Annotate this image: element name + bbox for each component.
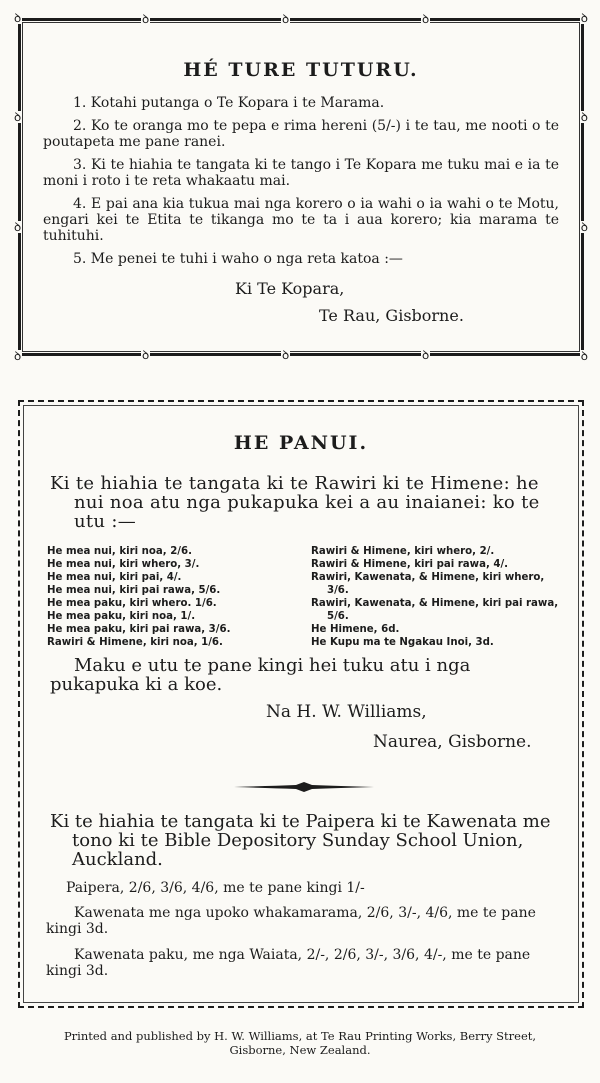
price-list-left xyxy=(47,545,309,649)
rule-item: 5. Me penei te tuhi i waho o nga reta katoa :— xyxy=(73,251,403,267)
list-item: He mea nui, kiri pai, 4/. xyxy=(47,572,182,583)
list-item: He mea paku, kiri pai rawa, 3/6. xyxy=(47,624,231,635)
price-line: Kawenata me nga upoko whakamarama, 2/6, 3/-, 4/6, me te pane kingi 3d. xyxy=(46,905,536,937)
border-ornament-icon: ꝺ xyxy=(142,348,150,362)
rule-item: 2. Ko te oranga mo te pepa e rima hereni (5/-) i te tau, me nooti o te poutapeta me pane ranei. xyxy=(43,118,559,150)
rules-content xyxy=(43,59,559,325)
price-line: Paipera, 2/6, 3/6, 4/6, me te pane kingi 1/- xyxy=(66,880,365,896)
rules-title: HÉ TURE TUTURU. xyxy=(183,59,419,81)
list-item: He mea nui, kiri noa, 2/6. xyxy=(47,546,192,557)
list-item: He mea nui, kiri whero, 3/. xyxy=(47,559,200,570)
border-ornament-icon: ꝺ xyxy=(422,348,430,362)
border-ornament-icon: ꝺ xyxy=(142,12,150,26)
border-ornament-icon: ꝺ xyxy=(282,348,290,362)
signature-name: Na H. W. Williams, xyxy=(266,702,427,722)
rule-item: 3. Ki te hiahia te tangata ki te tango i Te Kopara me tuku mai e ia te moni i roto i te reta whakaatu mai. xyxy=(43,157,559,189)
rule-item: 1. Kotahi putanga o Te Kopara i te Marama. xyxy=(73,95,385,111)
imprint-footer xyxy=(0,1029,600,1057)
price-line: Kawenata paku, me nga Waiata, 2/-, 2/6, 3/-, 3/6, 4/-, me te pane kingi 3d. xyxy=(46,947,531,979)
corner-ornament-icon: ꝺ xyxy=(580,349,588,363)
border-ornament-icon: ꝺ xyxy=(14,110,22,124)
border-ornament-icon: ꝺ xyxy=(580,110,588,124)
list-item: Rawiri & Himene, kiri pai rawa, 4/. xyxy=(311,559,509,570)
corner-ornament-icon: ꝺ xyxy=(580,11,588,25)
list-item: Rawiri, Kawenata, & Himene, kiri whero, 3/6. xyxy=(311,572,545,596)
notice-intro: Ki te hiahia te tangata ki te Rawiri ki te Himene: he nui noa atu nga pukapuka kei a au inaianei: ko te utu :— xyxy=(50,473,540,532)
diamond-divider-icon xyxy=(234,782,374,792)
address-line-1: Ki Te Kopara, xyxy=(235,279,345,298)
border-ornament-icon: ꝺ xyxy=(282,12,290,26)
notice-box xyxy=(18,400,584,1008)
imprint-line-2: Gisborne, New Zealand. xyxy=(229,1043,371,1057)
list-item: He Himene, 6d. xyxy=(311,624,400,635)
corner-ornament-icon: ꝺ xyxy=(14,11,22,25)
imprint-line-1: Printed and published by H. W. Williams, at Te Rau Printing Works, Berry Street, xyxy=(63,1029,537,1043)
list-item: Rawiri & Himene, kiri whero, 2/. xyxy=(311,546,495,557)
list-item: He mea paku, kiri noa, 1/. xyxy=(47,611,196,622)
list-item: Rawiri & Himene, kiri noa, 1/6. xyxy=(47,637,223,648)
border-ornament-icon: ꝺ xyxy=(422,12,430,26)
list-item: He mea nui, kiri pai rawa, 5/6. xyxy=(47,585,221,596)
rules-box xyxy=(14,11,588,363)
postage-note: Maku e utu te pane kingi hei tuku atu i nga pukapuka ki a koe. xyxy=(50,655,471,695)
list-item: Rawiri, Kawenata, & Himene, kiri pai rawa, 5/6. xyxy=(311,598,559,622)
notice-title: HE PANUI. xyxy=(233,432,369,454)
bible-notice: Ki te hiahia te tangata ki te Paipera ki te Kawenata me tono ki te Bible Depository Sunday School Union, Auckland. xyxy=(50,811,551,870)
list-item: He mea paku, kiri whero. 1/6. xyxy=(47,598,217,609)
rule-item: 4. E pai ana kia tukua mai nga korero o ia wahi o ia wahi o te Motu, engari kei te Etita te tikanga mo te ta i aua korero; kia marama te tuhituhi. xyxy=(43,196,559,244)
list-item: He Kupu ma te Ngakau Inoi, 3d. xyxy=(311,637,494,648)
border-ornament-icon: ꝺ xyxy=(14,220,22,234)
price-list-right xyxy=(311,545,569,649)
address-line-2: Te Rau, Gisborne. xyxy=(319,306,464,325)
corner-ornament-icon: ꝺ xyxy=(14,349,22,363)
signature-place: Naurea, Gisborne. xyxy=(373,732,532,752)
border-ornament-icon: ꝺ xyxy=(580,220,588,234)
